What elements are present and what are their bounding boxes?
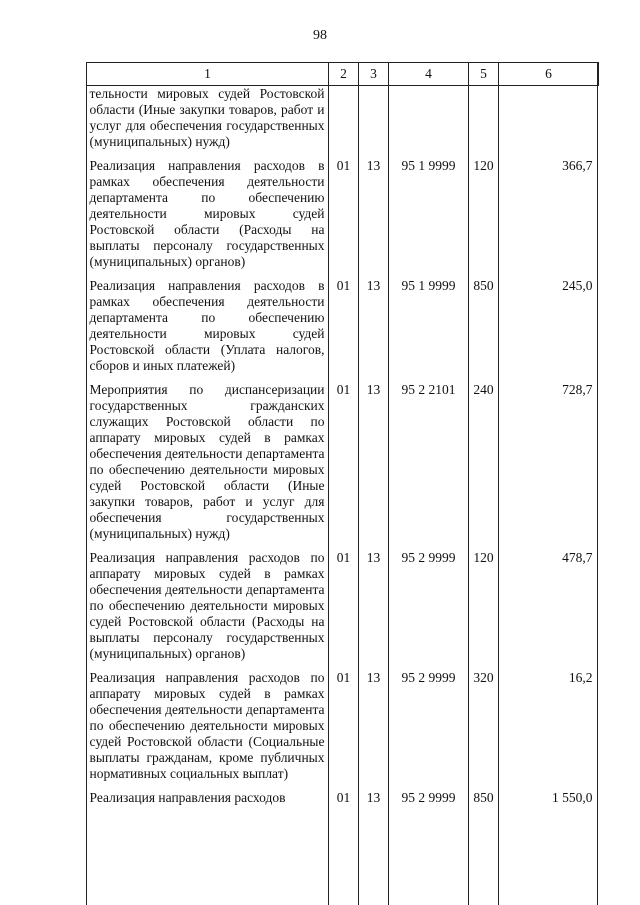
column-header: 2 [329,63,359,86]
row-expense-type: 850 [473,278,494,293]
row-target-article: 95 2 2101 [401,382,456,397]
row-description: Реализация направления расходов по аппарату мировых судей в рамках обеспечения деятельности департамента по обеспечению деятельности мировых судей Ростовской области (Социальные выплаты гражданам, кроме публичных нормативных социальных выплат) [89,670,325,781]
row-expense-type [469,86,499,159]
row-subsection: 13 [366,790,381,805]
row-subsection: 13 [366,670,381,685]
row-expense-type: 240 [473,382,494,397]
row-description: Реализация направления расходов по аппарату мировых судей в рамках обеспечения деятельности департамента по обеспечению деятельности мировых судей Ростовской области (Расходы на выплаты персоналу государственных (муниципальных) органов) [89,550,325,661]
row-target-article: 95 2 9999 [401,550,456,565]
row-amount: 366,7 [562,158,593,173]
row-amount: 728,7 [562,382,593,397]
row-section: 01 [336,158,351,173]
row-expense-type: 120 [473,550,494,565]
table-row [87,382,599,550]
table-header-row [87,63,599,86]
table-row [87,670,599,790]
row-subsection: 13 [366,158,381,173]
budget-table [86,62,599,814]
column-header: 6 [499,63,599,86]
table-row [87,86,599,159]
row-expense-type: 320 [473,670,494,685]
page-number: 98 [313,28,327,43]
row-target-article: 95 2 9999 [401,790,456,805]
row-section: 01 [336,550,351,565]
row-subsection [359,86,389,159]
column-header: 4 [389,63,469,86]
row-description: Реализация направления расходов в рамках обеспечения деятельности департамента по обеспечению деятельности мировых судей Ростовской области (Уплата налогов, сборов и иных платежей) [89,278,325,373]
row-subsection: 13 [366,550,381,565]
table-row [87,550,599,670]
table-row [87,790,599,814]
row-target-article: 95 1 9999 [401,278,456,293]
column-header: 5 [469,63,499,86]
row-target-article [389,86,469,159]
row-section: 01 [336,278,351,293]
row-amount: 1 550,0 [552,790,593,805]
row-subsection: 13 [366,278,381,293]
row-amount: 16,2 [568,670,593,685]
row-description: Реализация направления расходов в рамках обеспечения деятельности департамента по обеспечению деятельности мировых судей Ростовской области (Расходы на выплаты персоналу государственных (муниципальных) органов) [89,158,325,269]
row-section: 01 [336,382,351,397]
row-target-article: 95 1 9999 [401,158,456,173]
table-row [87,278,599,382]
row-description: Мероприятия по диспансеризации государственных гражданских служащих Ростовской области по аппарату мировых судей в рамках обеспечения деятельности департамента по обеспечению деятельности мировых судей Ростовской области (Иные закупки товаров, работ и услуг для обеспечения государственных (муниципальных) нужд) [89,382,325,541]
row-description: тельности мировых судей Ростовской области (Иные закупки товаров, работ и услуг для обеспечения государственных (муниципальных) нужд) [89,86,325,149]
row-target-article: 95 2 9999 [401,670,456,685]
row-expense-type: 850 [473,790,494,805]
row-amount: 245,0 [562,278,593,293]
row-section: 01 [336,670,351,685]
column-header: 1 [87,63,329,86]
row-description: Реализация направления расходов [89,790,286,805]
row-amount: 478,7 [562,550,593,565]
row-subsection: 13 [366,382,381,397]
row-expense-type: 120 [473,158,494,173]
column-header: 3 [359,63,389,86]
row-amount [499,86,599,159]
row-section: 01 [336,790,351,805]
table-row [87,158,599,278]
row-section [329,86,359,159]
